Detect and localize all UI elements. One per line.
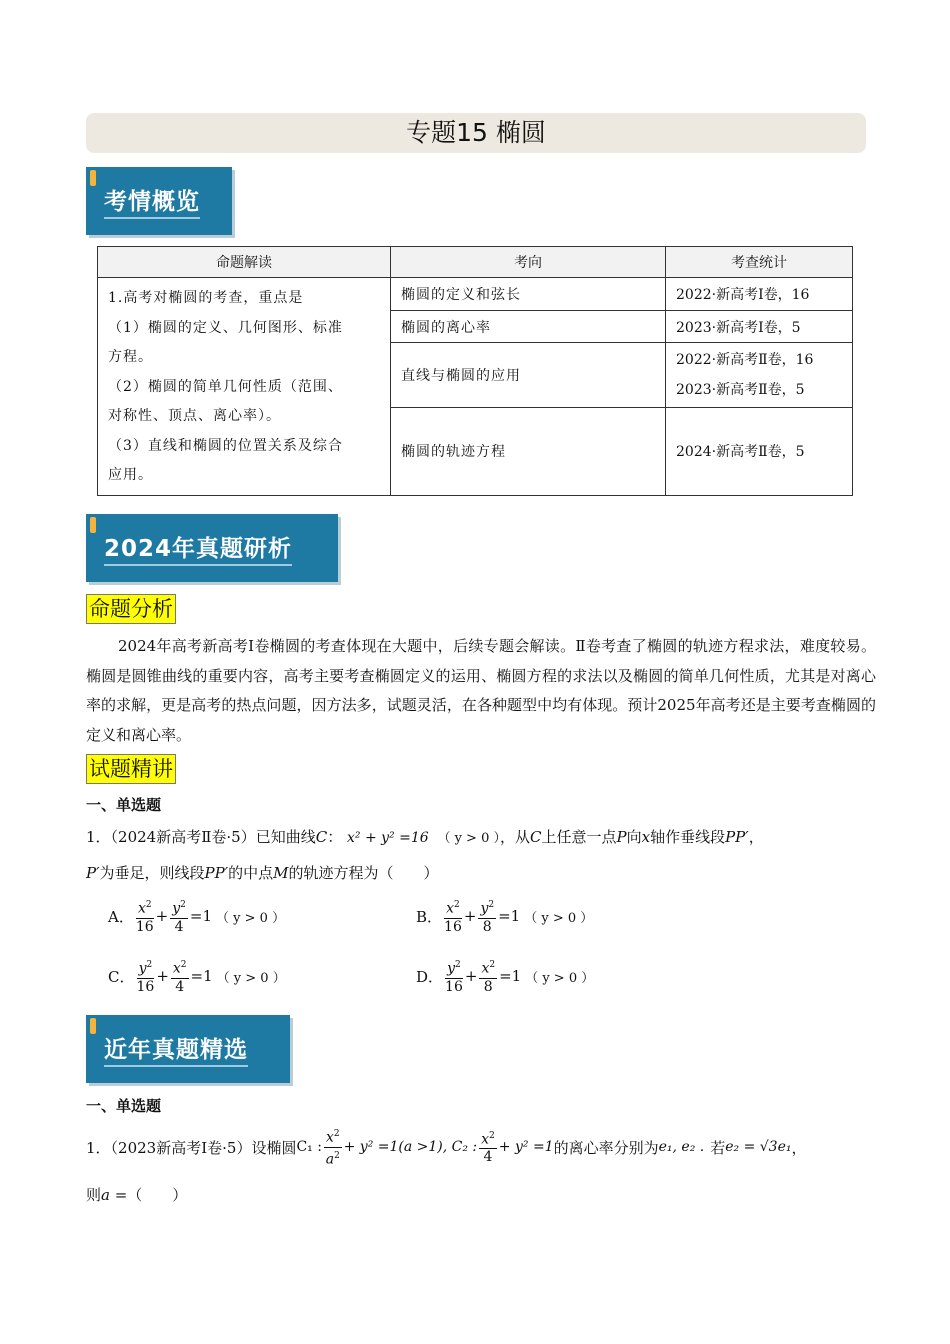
option-c[interactable]: C． $\frac{y^2}{16}$ + $\frac{x^2}{4}$ =1 （ y > 0 ） [108,957,286,996]
denominator: 16 [136,978,155,995]
question-text: 则 [86,1186,102,1204]
banner-recent [86,1015,290,1083]
numerator: x [172,960,181,977]
banner-overview [86,167,232,235]
fraction: $\frac{x^2}{4}$ [171,957,189,996]
question-text: 为垂足，则线段 [99,864,205,882]
numerator: y [480,900,489,917]
denominator: 4 [174,918,184,935]
point-symbol: M [273,864,289,882]
direction-cell: 椭圆的轨迹方程 [391,407,666,495]
eccentricity-symbols: e₁, e₂ . [658,1139,705,1156]
point-symbol: P′ [86,864,100,882]
question-text: 向 [626,828,642,846]
condition: （ y > 0 ） [524,910,594,926]
question-text: 若 [710,1138,726,1157]
question-text: ， [791,1138,807,1157]
question-text: ，从 [499,828,530,846]
direction-cell: 直线与椭圆的应用 [391,343,666,407]
option-label: D． [416,967,444,986]
segment-symbol: PP′ [204,864,229,882]
option-a[interactable]: A． $\frac{x^2}{16}$ + $\frac{y^2}{4}$ =1 （ y > 0 ） [108,897,285,936]
numerator: x [446,900,455,917]
option-rhs: =1 [498,907,521,926]
description-line: （1）椭圆的定义、几何图形、标准 [108,319,343,336]
eccentricity-relation: e₂ = √3e₁ [725,1139,792,1156]
stats-cell: 2024·新高考Ⅱ卷，5 [666,407,853,495]
fraction: $\frac{x^2}{16}$ [444,897,462,936]
direction-cell: 椭圆的离心率 [391,310,666,343]
stats-cell: 2023·新高考Ⅰ卷，5 [666,310,853,343]
question-1-line-1: 1．（2024新高考Ⅱ卷·5）已知曲线C： x² + y² =16 （ y > 0 ），从C上任意一点P向x轴作垂线段PP′， [86,828,764,846]
direction-cell: 椭圆的定义和弦长 [391,278,666,311]
point-symbol: P [616,828,627,846]
option-b[interactable]: B． $\frac{x^2}{16}$ + $\frac{y^2}{8}$ =1 （ y > 0 ） [416,897,593,936]
option-rhs: =1 [190,967,213,986]
denominator: 16 [444,918,462,935]
denominator: 8 [483,978,493,995]
table-row [98,278,853,311]
stats-line: 2022·新高考Ⅱ卷，16 [676,352,814,369]
page-title: 专题15 椭圆 [86,113,866,153]
description-line: （2）椭圆的简单几何性质（范围、 [108,378,343,395]
option-label: B． [416,907,443,926]
denominator: 16 [135,918,154,935]
question-text: 1．（2024新高考Ⅱ卷·5）已知曲线 [86,828,316,846]
banner-analysis-2024 [86,514,338,582]
banner-analysis-label: 2024年真题研析 [104,530,292,566]
overview-table [97,246,853,496]
option-label: A． [108,907,134,926]
question-text: 的轨迹方程为（ ） [288,864,439,882]
ellipse-c1-rest: + y² =1(a >1), C₂ : [343,1139,478,1156]
option-rhs: =1 [189,907,213,926]
fraction: $\frac{x^2}{8}$ [479,957,497,996]
fraction: $\frac{x^2}{16}$ [136,897,154,936]
section-label: 一、单选题 [86,1097,162,1115]
numerator: y [447,960,456,977]
question-text: 轴作垂线段 [650,828,726,846]
segment-symbol: PP′ [725,828,749,846]
table-header: 命题解读 [98,247,391,278]
question-text: 1．（2023新高考Ⅰ卷·5）设椭圆 [86,1138,297,1157]
recent-question-1-line-2 [86,1184,187,1205]
recent-question-1-line-1 [86,1126,807,1168]
ellipse-c1-label: C₁ : [296,1139,322,1156]
table-header: 考查统计 [666,247,853,278]
table-header-row [98,247,853,278]
banner-overview-label: 考情概览 [104,183,200,219]
condition: （ y > 0 ） [216,910,286,926]
description-line: 对称性、顶点、离心率）。 [108,408,281,424]
section-label: 一、单选题 [86,796,162,814]
numerator: x [137,900,146,917]
description-cell [98,278,391,496]
stats-cell: 2022·新高考Ⅰ卷，16 [666,278,853,311]
stats-cell [666,343,853,407]
numerator: x [481,960,490,977]
lecture-heading: 试题精讲 [86,754,176,784]
option-rhs: =1 [499,967,522,986]
fraction: $\frac{y^2}{8}$ [478,897,496,936]
description-line: 方程。 [108,349,153,365]
banner-recent-label: 近年真题精选 [104,1031,248,1067]
question-text: （ ） [127,1186,188,1204]
variable-a: a = [101,1186,128,1204]
analysis-paragraph: 2024年高考新高考Ⅰ卷椭圆的考查体现在大题中，后续专题会解读。Ⅱ卷考查了椭圆的轨迹方程求法，难度较易。椭圆是圆锥曲线的重要内容，高考主要考查椭圆定义的运用、椭圆方程的求法以及椭圆的简单几何性质，尤其是对离心率的求解，更是高考的热点问题，因方法多，试题灵活，在各种题型中均有体现。预计2025年高考还是主要考查椭圆的定义和离心率。 [86,637,876,744]
condition: （ y > 0 ） [216,970,286,986]
table-header: 考向 [391,247,666,278]
ellipse-c2-rest: + y² =1 [498,1139,554,1156]
fraction: $\frac{x^2}{4}$ [479,1128,497,1167]
numerator: y [138,960,147,977]
fraction: $\frac{y^2}{4}$ [170,897,188,936]
denominator: 4 [175,978,185,995]
description-line: 1.高考对椭圆的考查，重点是 [108,290,304,306]
fraction: $\frac{y^2}{16}$ [445,957,463,996]
curve-symbol: C [315,828,328,846]
denominator: 8 [482,918,492,935]
option-label: C． [108,967,135,986]
analysis-heading: 命题分析 [86,594,176,624]
curve-equation: x² + y² =16 [347,830,429,846]
curve-symbol: C [530,828,542,846]
denominator: 16 [445,978,463,995]
question-text: 上任意一点 [541,828,617,846]
condition: （ y > 0 ） [437,831,500,846]
stats-line: 2023·新高考Ⅱ卷，5 [676,382,805,399]
fraction: $\frac{x^2}{a^2}$ [324,1126,342,1168]
question-text: 的离心率分别为 [553,1138,659,1157]
option-d[interactable]: D． $\frac{y^2}{16}$ + $\frac{x^2}{8}$ =1 （ y > 0 ） [416,957,594,996]
description-line: （3）直线和椭圆的位置关系及综合 [108,437,343,454]
question-text: 的中点 [228,864,274,882]
condition: （ y > 0 ） [525,970,595,986]
question-1-line-2 [86,862,439,883]
description-line: 应用。 [108,467,153,483]
fraction: $\frac{y^2}{16}$ [136,957,154,996]
numerator: y [172,900,181,917]
axis-symbol: x [641,828,651,846]
